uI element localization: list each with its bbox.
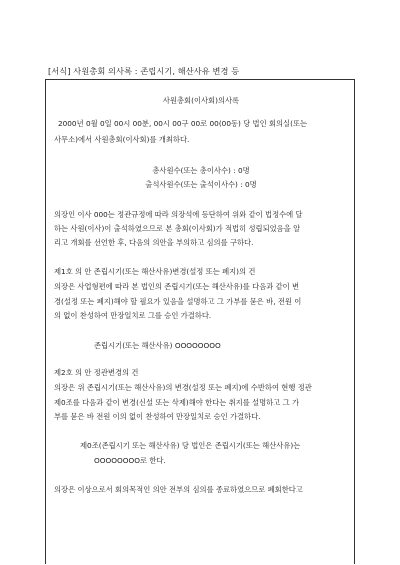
opening-line-2: 하는 사원(이사)이 출석하였으므로 본 총회(이사회)가 적법히 성립되었음을 알 — [54, 224, 301, 233]
member-count: 총사원수(또는 총이사수) : 0명 — [152, 166, 250, 175]
document-frame — [45, 79, 355, 564]
document-title: 사원총회(이사회)의사록 — [162, 96, 240, 105]
attendee-count: 출석사원수(또는 출석이사수) : 0명 — [145, 180, 257, 189]
agenda-1-item: 존립시기(또는 해산사유) OOOOOOOO — [94, 341, 221, 350]
agenda-1-body-1: 의장은 사업형편에 따라 본 법인의 존립시기(또는 해산사유)를 다음과 같이 변 — [54, 282, 300, 291]
agenda-1-body-2: 경(설정 또는 폐지)해야 할 필요가 있음을 설명하고 그 가부를 묻은 바, 전원 이 — [54, 297, 302, 306]
intro-line-2: 사무소)에서 사원총회(이사회)를 개최하다. — [54, 135, 190, 144]
opening-line-3: 리고 개회를 선언한 후, 다음의 의안을 부의하고 심의를 구하다. — [54, 238, 254, 247]
intro-line-1: 2000년 0월 0일 00시 00분, 00시 00구 00로 00(00동) 당 법인 회의실(또는 — [58, 119, 308, 128]
closing-line: 의장은 이상으로서 회의목적인 의안 전부의 심의를 종료하였으므로 폐회한다고 — [54, 485, 303, 494]
document-form-label: [서식] 사원총회 의사록 : 존립시기, 해산사유 변경 등 — [48, 66, 240, 76]
agenda-1-heading: 제1호 의 안 존립시기(또는 해산사유)변경(설정 또는 폐지)의 건 — [54, 267, 256, 276]
agenda-2-body-3: 부를 묻은 바 전원 이의 없이 찬성하여 만장일치로 승인 가결하다. — [54, 412, 261, 421]
opening-line-1: 의장인 이사 000는 정관규정에 따라 의장석에 등단하여 위와 같이 법정수에 달 — [54, 210, 303, 219]
agenda-1-body-3: 의 없이 찬성하여 만장일치로 그를 승인 가결하다. — [54, 311, 212, 320]
agenda-2-heading: 제2호 의 안 정관변경의 건 — [54, 368, 139, 377]
agenda-2-body-2: 제0조를 다음과 같이 변경(신설 또는 삭제)해야 한다는 취지를 설명하고 그 가 — [54, 398, 299, 407]
agenda-2-item-1: 제0조(존립시기 또는 해산사유) 당 법인은 존립시기(또는 해산사유)는 — [80, 441, 301, 450]
agenda-2-body-1: 의장은 위 존립시기(또는 해산사유)의 변경(설정 또는 폐지)에 수반하여 현행 정관 — [54, 383, 312, 392]
agenda-2-item-2: OOOOOOOO로 한다. — [94, 456, 166, 465]
